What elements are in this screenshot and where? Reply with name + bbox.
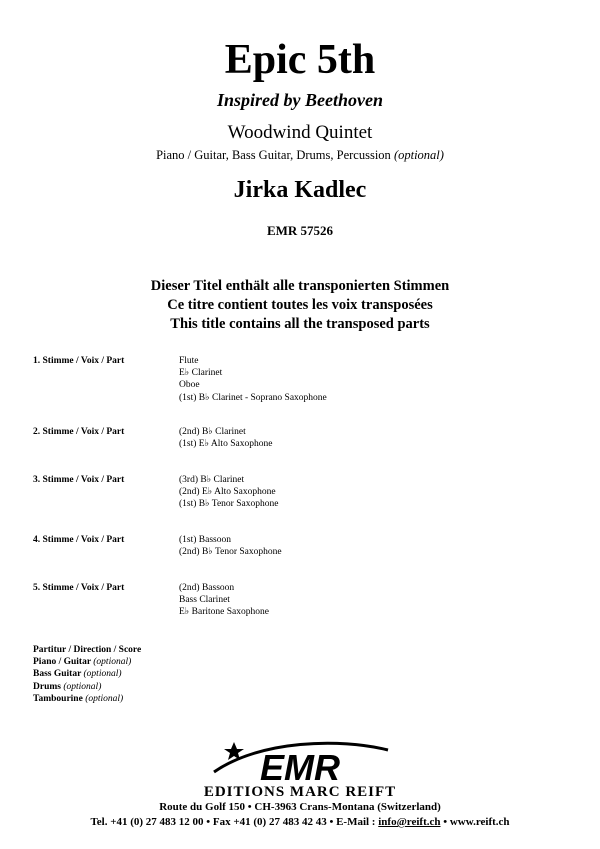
note-german: Dieser Titel enthält alle transponierten Stimmen	[150, 278, 450, 294]
instrument: Oboe	[179, 380, 200, 391]
instrument: Flute	[179, 356, 199, 366]
instrument: (1st) B♭ Tenor Saxophone	[179, 499, 279, 510]
instrument: (1st) B♭ Clarinet - Soprano Saxophone	[179, 392, 327, 403]
score-item-name: Drums	[33, 681, 61, 692]
contact-line	[0, 815, 600, 829]
ensemble: Woodwind Quintet	[227, 122, 373, 143]
score-item	[33, 644, 233, 656]
instrument: E♭ Clarinet	[179, 368, 223, 379]
part-label: 5. Stimme / Voix / Part	[33, 583, 125, 593]
composer: Jirka Kadlec	[233, 177, 367, 203]
instrumentation-main: Piano / Guitar, Bass Guitar, Drums, Percussion	[156, 148, 391, 162]
part-label: 3. Stimme / Voix / Part	[33, 475, 125, 485]
instrument: Bass Clarinet	[179, 595, 230, 606]
part-instruments	[179, 474, 559, 511]
part-instruments	[179, 355, 559, 404]
logo-text: EMR	[260, 747, 340, 786]
part-label: 4. Stimme / Voix / Part	[33, 535, 125, 545]
emr-logo	[200, 736, 400, 786]
instrument: E♭ Baritone Saxophone	[179, 607, 269, 618]
score-item-note: (optional)	[63, 681, 102, 692]
part-label: 2. Stimme / Voix / Part	[33, 427, 125, 437]
score-item-note: (optional)	[83, 669, 122, 680]
note-english: This title contains all the transposed parts	[170, 316, 430, 332]
instrument: (1st) E♭ Alto Saxophone	[179, 439, 273, 450]
title: Epic 5th	[224, 37, 376, 83]
score-item-note: (optional)	[93, 657, 132, 668]
instrument: (2nd) B♭ Tenor Saxophone	[179, 547, 282, 558]
score-item-name: Bass Guitar	[33, 669, 82, 680]
score-item	[33, 656, 233, 668]
part-instruments	[179, 582, 559, 619]
email-link[interactable]: info@reift.ch	[378, 816, 441, 828]
note-french: Ce titre contient toutes les voix transposées	[167, 297, 433, 313]
score-item	[33, 693, 233, 705]
part-instruments	[179, 534, 559, 558]
instrument: (1st) Bassoon	[179, 535, 231, 545]
instrument: (2nd) Bassoon	[179, 583, 235, 593]
contact-suffix: • www.reift.ch	[443, 816, 510, 828]
contact-prefix: Tel. +41 (0) 27 483 12 00 • Fax +41 (0) 27 483 42 43 • E-Mail :	[90, 816, 376, 828]
score-item-name: Tambourine	[33, 693, 83, 704]
instrument: (2nd) E♭ Alto Saxophone	[179, 487, 276, 498]
score-item-name: Piano / Guitar	[33, 657, 91, 668]
score-item	[33, 681, 233, 693]
catalog-number: EMR 57526	[266, 223, 334, 238]
score-item-note: (optional)	[85, 693, 124, 704]
part-instruments	[179, 426, 559, 450]
address: Route du Golf 150 • CH-3963 Crans-Montana (Switzerland)	[159, 801, 441, 813]
score-item	[33, 668, 233, 680]
instrument: (2nd) B♭ Clarinet	[179, 427, 246, 437]
part-label: 1. Stimme / Voix / Part	[33, 356, 125, 366]
subtitle: Inspired by Beethoven	[217, 90, 383, 110]
instrumentation-optional: (optional)	[393, 148, 444, 162]
publisher: EDITIONS MARC REIFT	[203, 784, 397, 800]
score-list	[33, 644, 233, 705]
instrumentation	[0, 147, 600, 163]
instrument: (3rd) B♭ Clarinet	[179, 475, 245, 485]
score-item-name: Partitur / Direction / Score	[33, 645, 142, 655]
